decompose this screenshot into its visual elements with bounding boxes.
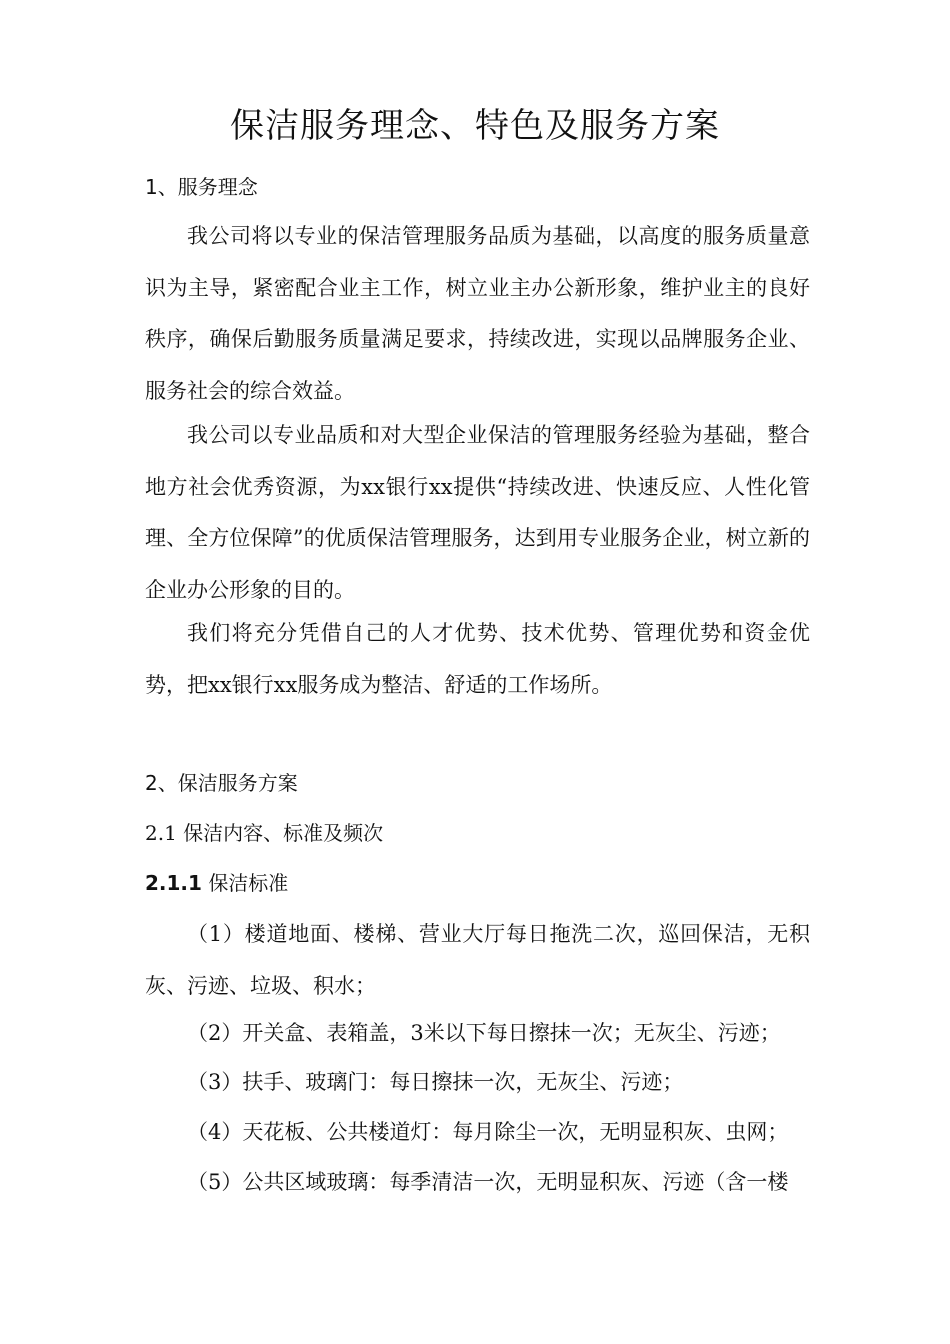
section-2-1-1-number: 2.1.1 — [145, 871, 202, 895]
section-1-heading — [145, 172, 258, 202]
section-2-1-1-heading — [145, 868, 288, 898]
standard-item-4: （4）天花板、公共楼道灯：每月除尘一次，无明显积灰、虫网； — [187, 1120, 789, 1144]
standard-item-1: （1）楼道地面、楼梯、营业大厅每日拖洗二次，巡回保洁，无积灰、污迹、垃圾、积水； — [145, 922, 810, 998]
section-2-heading-text: 2、保洁服务方案 — [145, 771, 298, 795]
section-1-paragraph-2: 我公司以专业品质和对大型企业保洁的管理服务经验为基础，整合地方社会优秀资源，为xx银行xx提供“持续改进、快速反应、人性化管理、全方位保障”的优质保洁管理服务，达到用专业服务企业，树立新的企业办公形象的目的。 — [145, 423, 810, 602]
section-2-1-heading: 2.1 保洁内容、标准及频次 — [145, 821, 384, 845]
section-1-paragraph-1: 我公司将以专业的保洁管理服务品质为基础，以高度的服务质量意识为主导，紧密配合业主工作，树立业主办公新形象，维护业主的良好秩序，确保后勤服务质量满足要求，持续改进，实现以品牌服务企业、服务社会的综合效益。 — [145, 224, 810, 403]
section-2-heading — [145, 768, 298, 798]
standard-item-5: （5）公共区域玻璃：每季清洁一次，无明显积灰、污迹（含一楼 — [187, 1170, 789, 1194]
document-title: 保洁服务理念、特色及服务方案 — [230, 106, 720, 146]
section-1-heading-text: 1、服务理念 — [145, 175, 258, 199]
section-1-paragraph-3: 我们将充分凭借自己的人才优势、技术优势、管理优势和资金优势，把xx银行xx服务成为整洁、舒适的工作场所。 — [145, 621, 810, 697]
standard-item-2: （2）开关盒、表箱盖，3米以下每日擦抹一次；无灰尘、污迹； — [187, 1021, 781, 1045]
section-2-1-1-label: 保洁标准 — [208, 871, 289, 895]
standard-item-3: （3）扶手、玻璃门：每日擦抹一次，无灰尘、污迹； — [187, 1070, 684, 1094]
